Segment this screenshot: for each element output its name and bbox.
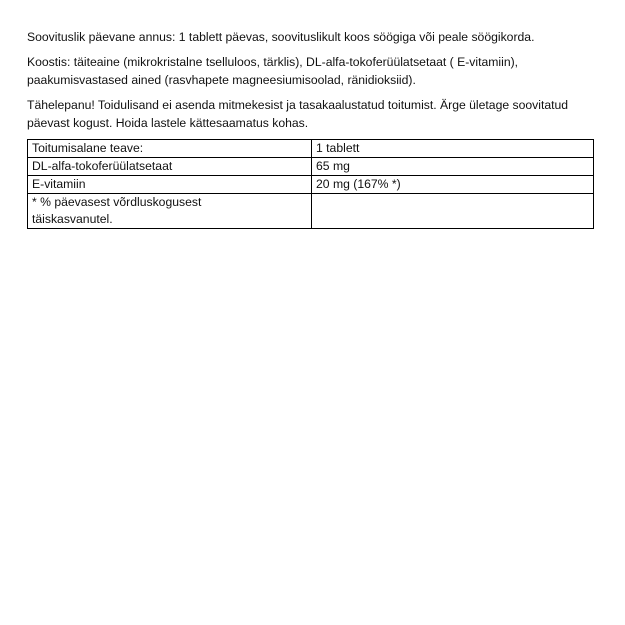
table-cell-label: DL-alfa-tokoferüülatsetaat <box>28 158 312 176</box>
footnote-line: täiskasvanutel. <box>32 212 113 226</box>
table-row <box>28 176 594 194</box>
table-cell-value: 1 tablett <box>312 140 594 158</box>
ingredients-paragraph: Koostis: täiteaine (mikrokristalne tselluloos, tärklis), DL-alfa-tokoferüülatsetaat ( E-vitamiin), paakumisvastased ained (rasvhapete magneesiumisoolad, ränidioksiid). <box>27 55 519 87</box>
footnote-line: * % päevasest võrdluskogusest <box>32 195 202 209</box>
document-body <box>27 28 597 229</box>
table-cell-value: 20 mg (167% *) <box>312 176 594 194</box>
dosage-paragraph: Soovituslik päevane annus: 1 tablett päevas, soovituslikult koos söögiga või peale söögikorda. <box>27 30 535 44</box>
table-row <box>28 158 594 176</box>
table-cell-value: 65 mg <box>312 158 594 176</box>
table-row <box>28 140 594 158</box>
table-cell-label: Toitumisalane teave: <box>28 140 312 158</box>
nutrition-table <box>27 139 594 229</box>
warning-paragraph: Tähelepanu! Toidulisand ei asenda mitmekesist ja tasakaalustatud toitumist. Ärge ületage soovitatud päevast kogust. Hoida lastele kättesaamatus kohas. <box>27 98 569 130</box>
table-footnote-cell <box>28 194 312 229</box>
table-cell-empty <box>312 194 594 229</box>
table-row <box>28 194 594 229</box>
table-cell-label: E-vitamiin <box>28 176 312 194</box>
